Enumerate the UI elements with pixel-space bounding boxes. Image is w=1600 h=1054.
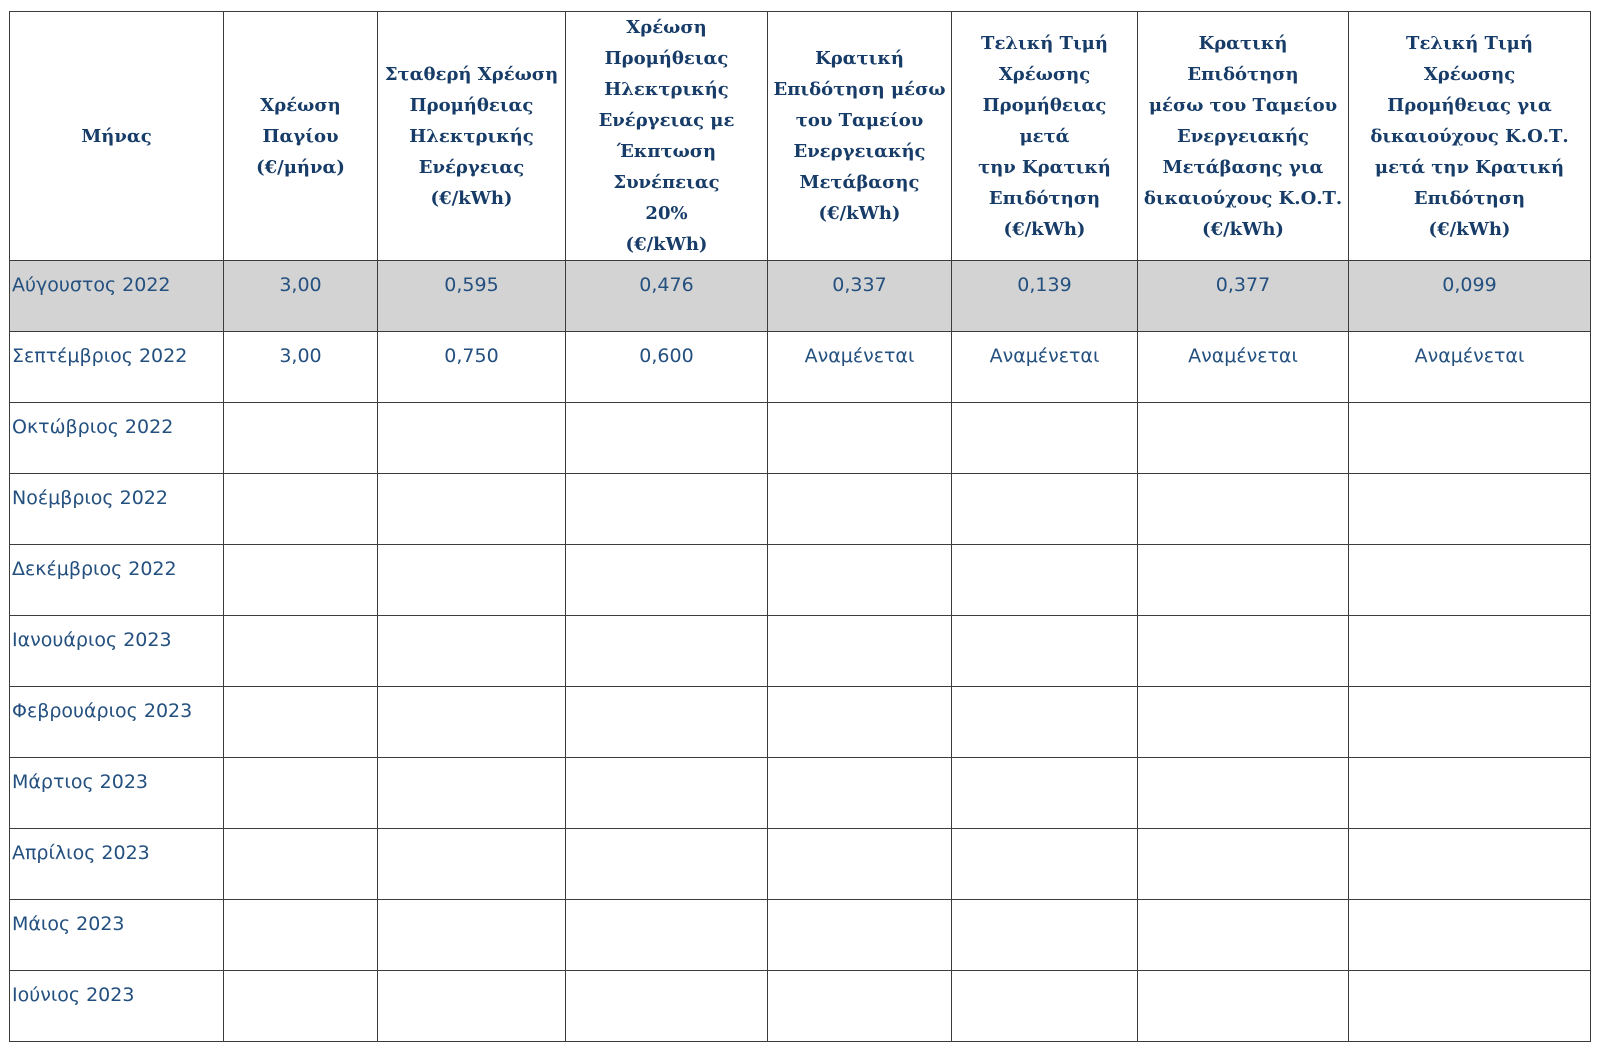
cell-state-subsidy (768, 403, 952, 474)
table-row (10, 332, 1591, 403)
table-row (10, 687, 1591, 758)
cell-fixed-charge (224, 616, 378, 687)
cell-supply-charge-discount (566, 971, 768, 1042)
table-body (10, 261, 1591, 1042)
table-row (10, 829, 1591, 900)
cell-state-subsidy: Αναμένεται (768, 332, 952, 403)
cell-supply-charge-discount: 0,600 (566, 332, 768, 403)
table-row (10, 545, 1591, 616)
cell-kot-subsidy (1138, 758, 1349, 829)
cell-fixed-charge (224, 971, 378, 1042)
header-fixed-supply-charge: Σταθερή Χρέωση Προμήθειας Ηλεκτρικής Ενέργειας (€/kWh) (378, 12, 566, 261)
cell-fixed-charge: 3,00 (224, 261, 378, 332)
cell-kot-subsidy (1138, 971, 1349, 1042)
cell-kot-final-price (1349, 829, 1591, 900)
table-header-row (10, 12, 1591, 261)
cell-state-subsidy (768, 829, 952, 900)
cell-kot-final-price (1349, 758, 1591, 829)
cell-kot-subsidy (1138, 900, 1349, 971)
cell-kot-subsidy: Αναμένεται (1138, 332, 1349, 403)
cell-final-price (952, 829, 1138, 900)
table-row (10, 261, 1591, 332)
price-table (9, 11, 1591, 1042)
cell-supply-charge-discount (566, 687, 768, 758)
cell-final-price (952, 687, 1138, 758)
cell-month: Νοέμβριος 2022 (10, 474, 224, 545)
cell-fixed-supply-charge: 0,750 (378, 332, 566, 403)
cell-fixed-charge (224, 829, 378, 900)
cell-supply-charge-discount: 0,476 (566, 261, 768, 332)
cell-supply-charge-discount (566, 545, 768, 616)
cell-fixed-supply-charge: 0,595 (378, 261, 566, 332)
header-month: Μήνας (10, 12, 224, 261)
table-row (10, 403, 1591, 474)
cell-month: Μάρτιος 2023 (10, 758, 224, 829)
cell-kot-subsidy (1138, 403, 1349, 474)
cell-fixed-supply-charge (378, 687, 566, 758)
cell-kot-subsidy (1138, 545, 1349, 616)
cell-kot-final-price (1349, 545, 1591, 616)
cell-kot-final-price (1349, 900, 1591, 971)
table-row (10, 758, 1591, 829)
cell-final-price (952, 616, 1138, 687)
cell-kot-final-price (1349, 403, 1591, 474)
cell-kot-final-price (1349, 474, 1591, 545)
cell-fixed-supply-charge (378, 474, 566, 545)
header-kot-final-price: Τελική Τιμή Χρέωσης Προμήθειας για δικαιούχους Κ.Ο.Τ. μετά την Κρατική Επιδότηση (€/kWh) (1349, 12, 1591, 261)
table-row (10, 900, 1591, 971)
cell-state-subsidy (768, 971, 952, 1042)
cell-month: Οκτώβριος 2022 (10, 403, 224, 474)
cell-month: Σεπτέμβριος 2022 (10, 332, 224, 403)
cell-final-price (952, 474, 1138, 545)
header-state-subsidy: Κρατική Επιδότηση μέσω του Ταμείου Ενεργειακής Μετάβασης (€/kWh) (768, 12, 952, 261)
cell-final-price: 0,139 (952, 261, 1138, 332)
cell-final-price: Αναμένεται (952, 332, 1138, 403)
cell-supply-charge-discount (566, 616, 768, 687)
cell-fixed-supply-charge (378, 971, 566, 1042)
cell-state-subsidy (768, 900, 952, 971)
cell-state-subsidy: 0,337 (768, 261, 952, 332)
cell-fixed-supply-charge (378, 900, 566, 971)
cell-kot-final-price (1349, 616, 1591, 687)
cell-month: Ιούνιος 2023 (10, 971, 224, 1042)
cell-supply-charge-discount (566, 403, 768, 474)
cell-month: Δεκέμβριος 2022 (10, 545, 224, 616)
cell-state-subsidy (768, 758, 952, 829)
cell-supply-charge-discount (566, 900, 768, 971)
cell-supply-charge-discount (566, 474, 768, 545)
cell-kot-subsidy (1138, 829, 1349, 900)
cell-fixed-charge (224, 687, 378, 758)
cell-kot-subsidy: 0,377 (1138, 261, 1349, 332)
cell-month: Φεβρουάριος 2023 (10, 687, 224, 758)
cell-kot-final-price (1349, 971, 1591, 1042)
cell-kot-final-price: 0,099 (1349, 261, 1591, 332)
header-final-price: Τελική Τιμή Χρέωσης Προμήθειας μετά την Κρατική Επιδότηση (€/kWh) (952, 12, 1138, 261)
cell-state-subsidy (768, 545, 952, 616)
header-kot-subsidy: Κρατική Επιδότηση μέσω του Ταμείου Ενεργειακής Μετάβασης για δικαιούχους Κ.Ο.Τ. (€/kWh) (1138, 12, 1349, 261)
cell-final-price (952, 758, 1138, 829)
cell-fixed-charge (224, 900, 378, 971)
cell-fixed-charge (224, 403, 378, 474)
cell-final-price (952, 545, 1138, 616)
cell-final-price (952, 971, 1138, 1042)
cell-fixed-supply-charge (378, 758, 566, 829)
cell-state-subsidy (768, 616, 952, 687)
cell-kot-subsidy (1138, 474, 1349, 545)
price-table-wrapper (9, 11, 1591, 1042)
cell-kot-subsidy (1138, 616, 1349, 687)
cell-kot-subsidy (1138, 687, 1349, 758)
cell-final-price (952, 403, 1138, 474)
cell-fixed-supply-charge (378, 403, 566, 474)
cell-state-subsidy (768, 474, 952, 545)
cell-month: Αύγουστος 2022 (10, 261, 224, 332)
header-supply-charge-discount: Χρέωση Προμήθειας Ηλεκτρικής Ενέργειας με Έκπτωση Συνέπειας 20% (€/kWh) (566, 12, 768, 261)
cell-fixed-supply-charge (378, 545, 566, 616)
cell-state-subsidy (768, 687, 952, 758)
cell-fixed-charge (224, 545, 378, 616)
cell-fixed-supply-charge (378, 616, 566, 687)
table-row (10, 474, 1591, 545)
cell-fixed-supply-charge (378, 829, 566, 900)
cell-kot-final-price (1349, 687, 1591, 758)
cell-month: Απρίλιος 2023 (10, 829, 224, 900)
cell-supply-charge-discount (566, 758, 768, 829)
cell-final-price (952, 900, 1138, 971)
cell-fixed-charge (224, 474, 378, 545)
table-row (10, 616, 1591, 687)
cell-month: Ιανουάριος 2023 (10, 616, 224, 687)
header-fixed-charge: Χρέωση Παγίου (€/μήνα) (224, 12, 378, 261)
cell-supply-charge-discount (566, 829, 768, 900)
cell-month: Μάιος 2023 (10, 900, 224, 971)
cell-fixed-charge (224, 758, 378, 829)
cell-kot-final-price: Αναμένεται (1349, 332, 1591, 403)
cell-fixed-charge: 3,00 (224, 332, 378, 403)
table-row (10, 971, 1591, 1042)
